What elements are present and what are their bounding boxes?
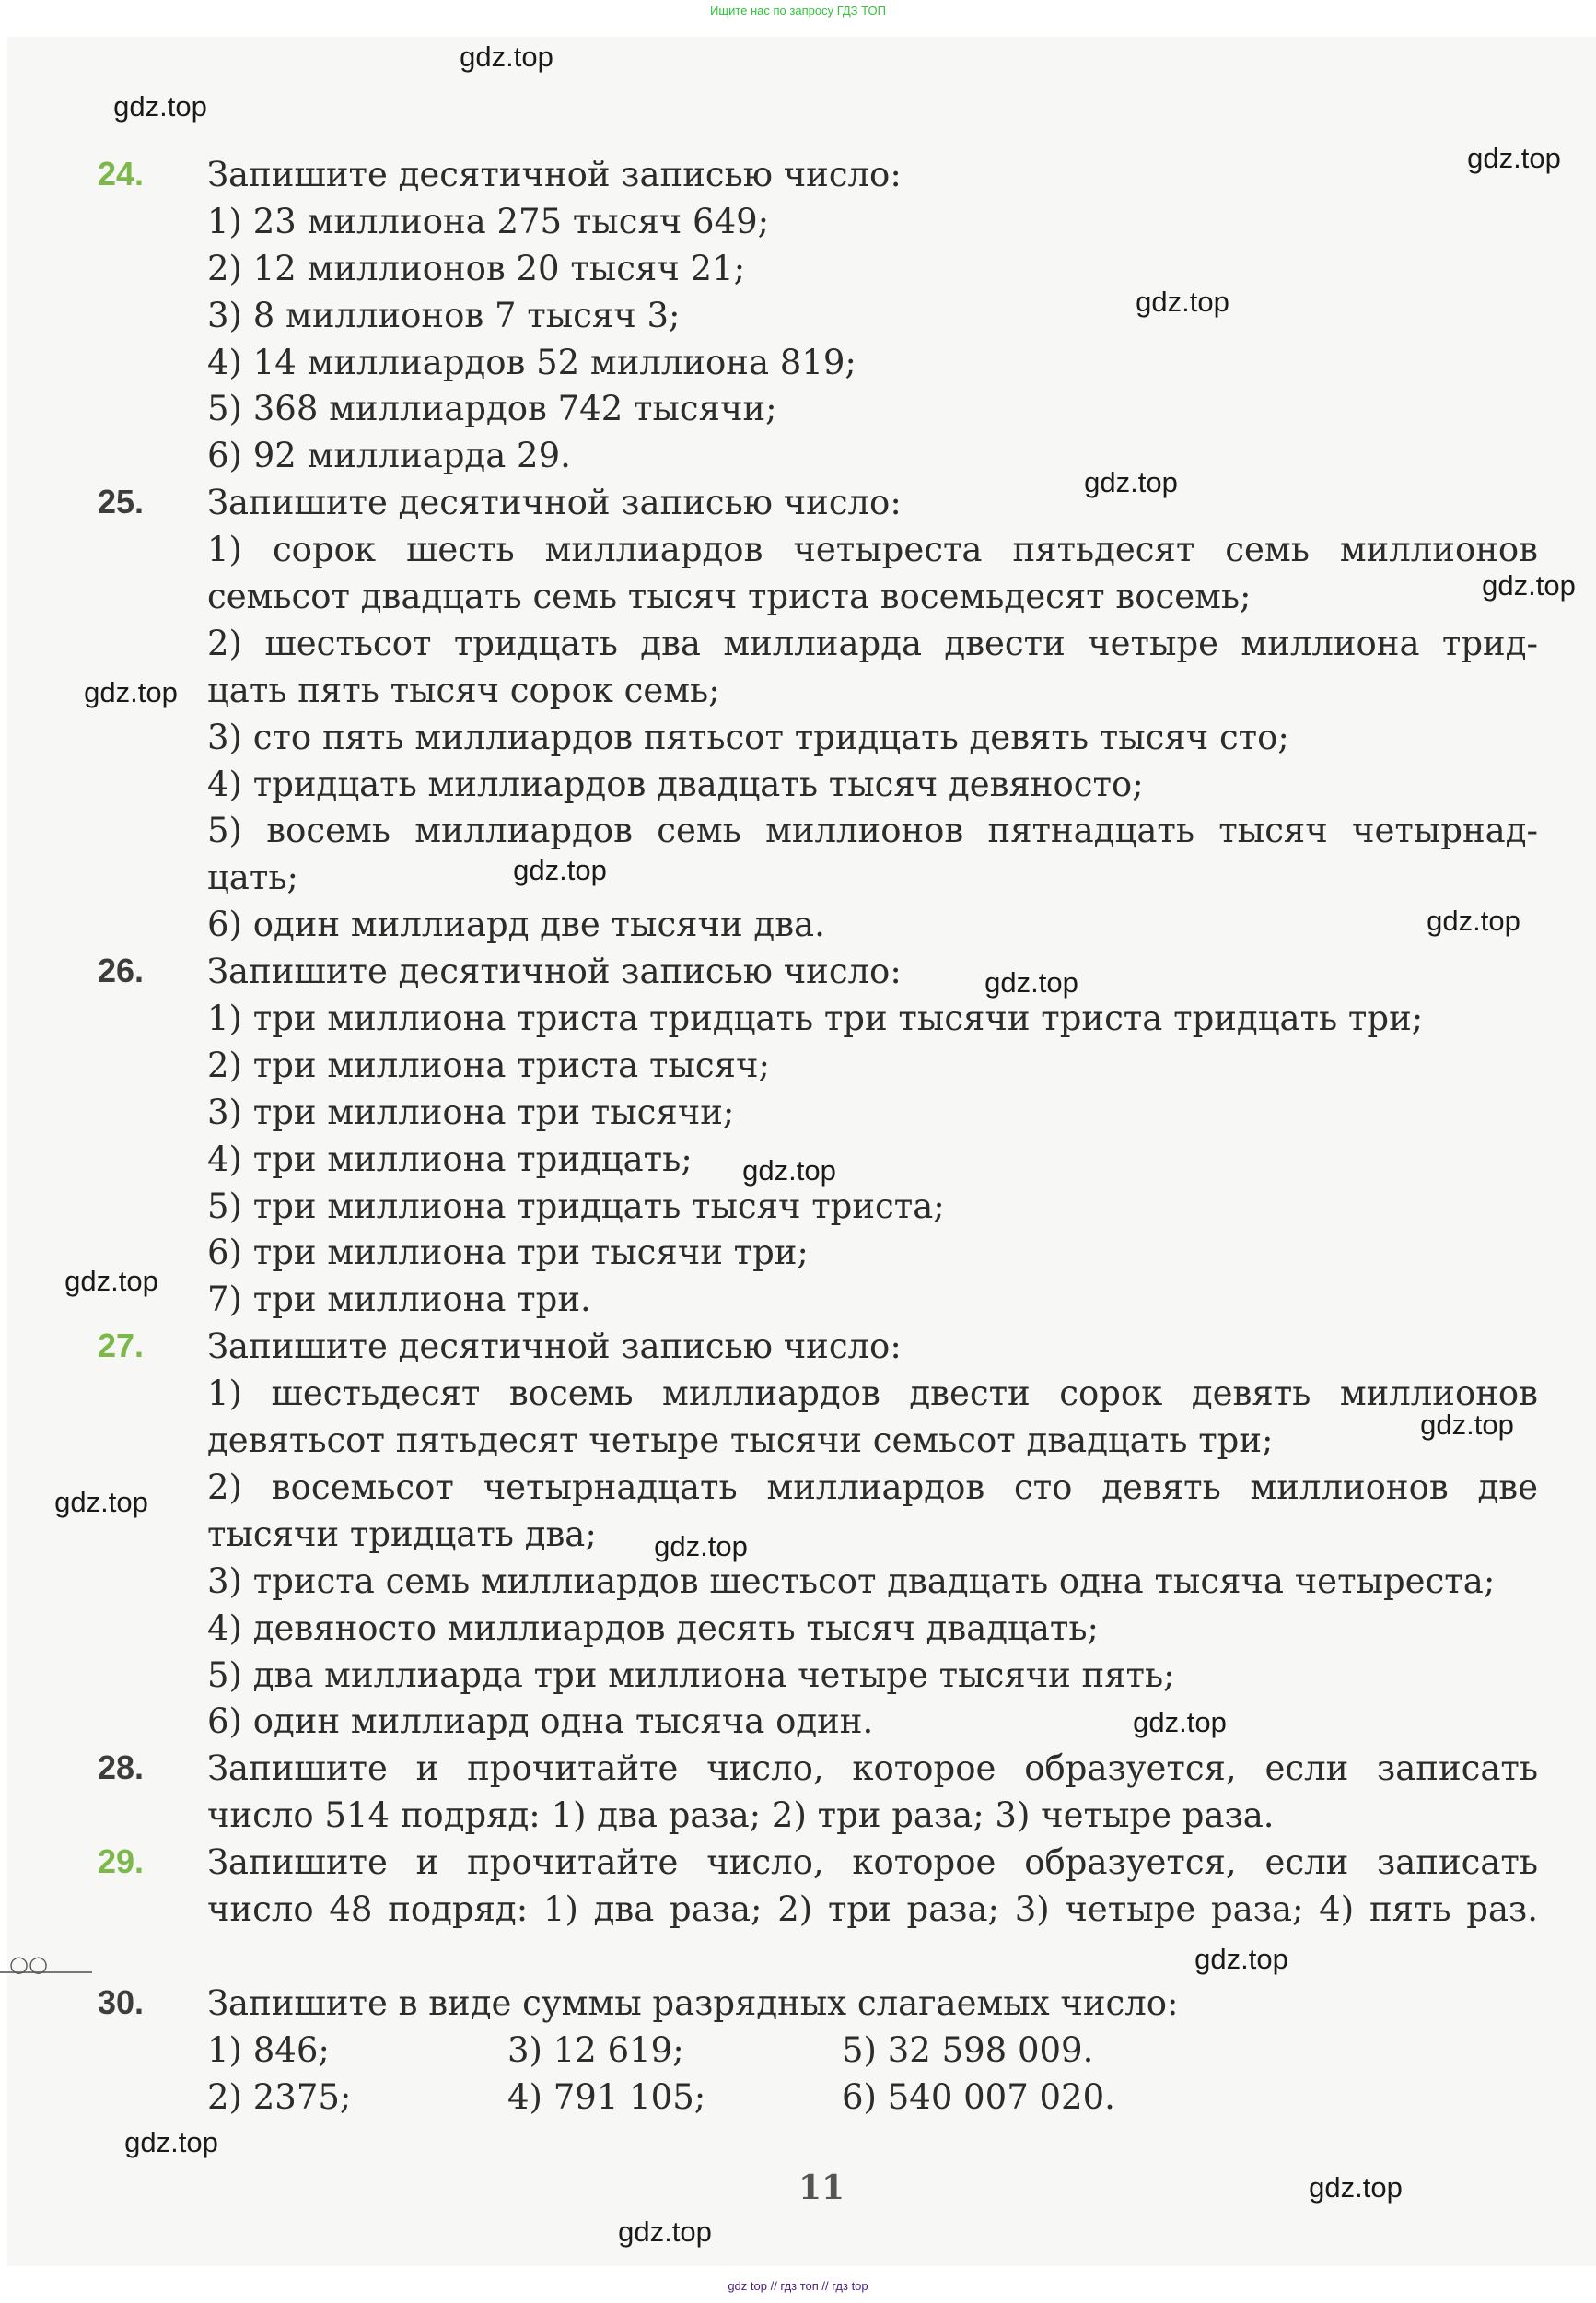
exercise-prompt: Запишите десятичной записью число: xyxy=(207,155,902,194)
exercise-text: 5) 368 миллиардов 742 тысячи; xyxy=(207,389,777,429)
exercise-prompt: Запишите десятичной записью число: xyxy=(207,952,902,992)
exercise-26-line xyxy=(0,952,1596,999)
exercise-26-line xyxy=(0,999,1596,1046)
top-banner[interactable]: Ищите нас по запросу ГДЗ ТОП xyxy=(710,4,886,18)
exercise-text: 3) сто пять миллиардов пятьсот тридцать девять тысяч сто; xyxy=(207,717,1289,757)
exercise-text: 2) шестьсот тридцать два миллиарда двести четыре миллиона трид- xyxy=(207,623,1538,663)
exercise-prompt: Запишите и прочитайте число, которое образуется, если записать xyxy=(207,1842,1538,1883)
exercise-text: 3) триста семь миллиардов шестьсот двадцать одна тысяча четыреста; xyxy=(207,1561,1496,1601)
exercise-24-line xyxy=(0,343,1596,390)
exercise-27-line xyxy=(0,1327,1596,1374)
exercise-text: 6) три миллиона три тысячи три; xyxy=(207,1233,809,1273)
exercise-29-line xyxy=(0,1842,1596,1889)
watermark-text: gdz.top xyxy=(1133,1706,1227,1738)
page-number: 11 xyxy=(798,2169,845,2207)
exercise-25-line xyxy=(0,718,1596,765)
exercise-24-line xyxy=(0,296,1596,343)
circles-icon: ○○ xyxy=(9,1951,48,1977)
exercise-26-line xyxy=(0,1233,1596,1280)
exercise-text: 3) 8 миллионов 7 тысяч 3; xyxy=(207,295,681,335)
watermark-text: gdz.top xyxy=(513,854,607,886)
exercise-26-line xyxy=(0,1187,1596,1233)
exercise-prompt: Запишите десятичной записью число: xyxy=(207,1327,902,1367)
exercise-27-line xyxy=(0,1514,1596,1561)
exercise-number: 25. xyxy=(98,483,145,521)
exercise-28-line xyxy=(0,1795,1596,1842)
exercise-25-line xyxy=(0,577,1596,624)
exercise-27-line xyxy=(0,1655,1596,1702)
watermark-text: gdz.top xyxy=(654,1530,748,1562)
exercise-30-line xyxy=(0,1983,1596,2030)
exercise-27-line xyxy=(0,1374,1596,1420)
watermark-text: gdz.top xyxy=(1084,466,1178,498)
exercise-24-line xyxy=(0,436,1596,483)
exercise-30-items-row xyxy=(0,2077,1596,2124)
watermark-text: gdz.top xyxy=(84,676,178,708)
exercise-item: 2) 2375; xyxy=(207,2076,352,2117)
exercise-text: 4) тридцать миллиардов двадцать тысяч девяносто; xyxy=(207,764,1144,804)
exercise-text: 7) три миллиона три. xyxy=(207,1280,591,1320)
exercise-24-line xyxy=(0,155,1596,202)
exercise-25-line xyxy=(0,671,1596,718)
exercise-26-line xyxy=(0,1280,1596,1327)
exercise-27-line xyxy=(0,1420,1596,1467)
exercise-24-line xyxy=(0,249,1596,296)
exercise-text: 4) девяносто миллиардов десять тысяч двадцать; xyxy=(207,1607,1099,1648)
watermark-text: gdz.top xyxy=(1427,905,1520,937)
exercise-text: 1) три миллиона триста тридцать три тысячи триста тридцать три; xyxy=(207,999,1424,1039)
watermark-text: gdz.top xyxy=(64,1265,158,1297)
exercise-25-line xyxy=(0,530,1596,577)
watermark-text: gdz.top xyxy=(618,2215,712,2248)
exercise-number: 24. xyxy=(98,155,145,193)
exercise-text: цать пять тысяч сорок семь; xyxy=(207,670,720,710)
exercise-text: число 514 подряд: 1) два раза; 2) три раза; 3) четыре раза. xyxy=(207,1795,1275,1836)
exercise-text: 1) 23 миллиона 275 тысяч 649; xyxy=(207,201,770,241)
exercise-25-line xyxy=(0,624,1596,671)
exercise-number: 27. xyxy=(98,1327,145,1365)
watermark-text: gdz.top xyxy=(1482,569,1576,602)
exercise-item: 4) 791 105; xyxy=(507,2076,706,2117)
exercise-25-line xyxy=(0,483,1596,530)
watermark-text: gdz.top xyxy=(1309,2171,1403,2204)
exercise-text: 4) 14 миллиардов 52 миллиона 819; xyxy=(207,342,856,382)
exercise-text: 6) один миллиард одна тысяча один. xyxy=(207,1701,874,1742)
exercise-number: 26. xyxy=(98,952,145,990)
exercise-item: 3) 12 619; xyxy=(507,2029,684,2070)
exercise-text: семьсот двадцать семь тысяч триста восемьдесят восемь; xyxy=(207,577,1252,617)
exercise-item: 5) 32 598 009. xyxy=(842,2029,1094,2070)
exercise-25-line xyxy=(0,765,1596,812)
watermark-text: gdz.top xyxy=(742,1154,836,1187)
watermark-text: gdz.top xyxy=(54,1486,148,1518)
watermark-text: gdz.top xyxy=(113,90,207,123)
exercise-text: число 48 подряд: 1) два раза; 2) три раза; 3) четыре раза; 4) пять раз. xyxy=(207,1888,1538,1929)
exercise-text: 1) шестьдесят восемь миллиардов двести сорок девять миллионов xyxy=(207,1374,1538,1414)
exercise-text: 5) два миллиарда три миллиона четыре тысячи пять; xyxy=(207,1654,1175,1695)
exercise-text: 5) восемь миллиардов семь миллионов пятнадцать тысяч четырнад- xyxy=(207,811,1538,851)
exercise-27-line xyxy=(0,1608,1596,1655)
exercise-prompt: Запишите и прочитайте число, которое образуется, если записать xyxy=(207,1748,1538,1789)
exercise-text: 2) 12 миллионов 20 тысяч 21; xyxy=(207,248,746,288)
watermark-text: gdz.top xyxy=(1194,1943,1288,1975)
watermark-text: gdz.top xyxy=(124,2126,218,2158)
exercise-text: 4) три миллиона тридцать; xyxy=(207,1139,693,1179)
footer-links[interactable]: gdz top // гдз топ // гдз top xyxy=(728,2279,868,2293)
watermark-text: gdz.top xyxy=(1467,142,1561,174)
exercise-text: 5) три миллиона тридцать тысяч триста; xyxy=(207,1186,945,1226)
spacer xyxy=(0,1936,1596,1983)
exercise-number: 30. xyxy=(98,1982,145,2021)
watermark-text: gdz.top xyxy=(1136,286,1229,318)
exercise-29-line xyxy=(0,1889,1596,1936)
watermark-text: gdz.top xyxy=(984,966,1078,999)
exercise-prompt: Запишите десятичной записью число: xyxy=(207,483,902,523)
exercise-24-line xyxy=(0,202,1596,249)
watermark-text: gdz.top xyxy=(460,41,553,73)
exercise-item: 1) 846; xyxy=(207,2029,330,2070)
exercise-28-line xyxy=(0,1748,1596,1795)
watermark-text: gdz.top xyxy=(1420,1409,1514,1441)
exercise-number: 28. xyxy=(98,1748,145,1787)
exercise-25-line xyxy=(0,905,1596,952)
exercise-text: 6) один миллиард две тысячи два. xyxy=(207,905,825,945)
exercise-25-line xyxy=(0,858,1596,905)
exercise-text: 3) три миллиона три тысячи; xyxy=(207,1092,735,1132)
exercise-30-items-row xyxy=(0,2030,1596,2077)
exercise-number: 29. xyxy=(98,1842,145,1881)
exercise-text: цать; xyxy=(207,858,298,898)
exercise-text: тысячи тридцать два; xyxy=(207,1514,597,1554)
exercise-26-line xyxy=(0,1046,1596,1093)
exercise-24-line xyxy=(0,389,1596,436)
exercise-26-line xyxy=(0,1093,1596,1140)
exercises xyxy=(0,155,1596,2123)
exercise-text: девятьсот пятьдесят четыре тысячи семьсот двадцать три; xyxy=(207,1420,1274,1461)
exercise-text: 2) три миллиона триста тысяч; xyxy=(207,1045,770,1085)
exercise-prompt: Запишите в виде суммы разрядных слагаемых число: xyxy=(207,1982,1179,2023)
exercise-27-line xyxy=(0,1701,1596,1748)
exercise-text: 1) сорок шесть миллиардов четыреста пятьдесят семь миллионов xyxy=(207,530,1538,570)
exercise-25-line xyxy=(0,811,1596,858)
exercise-text: 2) восемьсот четырнадцать миллиардов сто девять миллионов две xyxy=(207,1467,1538,1507)
exercise-27-line xyxy=(0,1467,1596,1514)
exercise-27-line xyxy=(0,1561,1596,1608)
exercise-item: 6) 540 007 020. xyxy=(842,2076,1115,2117)
exercise-text: 6) 92 миллиарда 29. xyxy=(207,436,571,476)
